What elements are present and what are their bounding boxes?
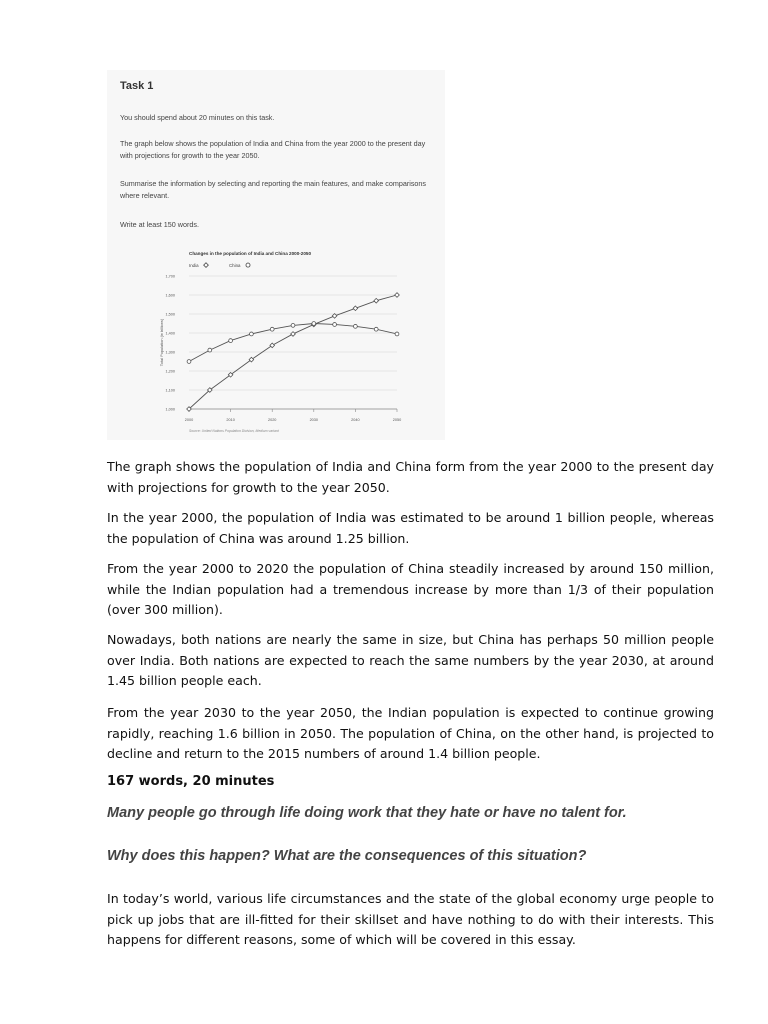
task-instruction: Write at least 150 words. (120, 220, 199, 229)
x-tick-label: 2000 (184, 418, 194, 422)
data-point-china (250, 332, 254, 336)
y-axis-label: Total Population (in billions) (159, 318, 164, 367)
x-tick-label: 2010 (226, 418, 235, 422)
legend-label-china: China (229, 263, 241, 268)
task2-paragraph: In today’s world, various life circumstances and the state of the global economy urge people to pick up jobs that are ill-fitted for their skillset and have nothing to do with their interests. This happens for different reasons, some of which will be covered in this essay. (107, 891, 714, 947)
data-point-india (353, 306, 358, 311)
y-tick-label: 1,400 (165, 331, 175, 336)
x-tick-label: 2020 (267, 418, 277, 422)
y-tick-label: 1,100 (165, 388, 175, 393)
task2-question: Why does this happen? What are the consequences of this situation? (107, 848, 587, 864)
task2-prompt: Many people go through life doing work that they hate or have no talent for. (107, 805, 627, 821)
chart-title: Changes in the population of India and China 2000-2050 (189, 251, 312, 256)
legend-marker-india (204, 263, 209, 268)
task-instruction: You should spend about 20 minutes on this task. (120, 113, 275, 122)
essay-paragraph: From the year 2000 to 2020 the population of China steadily increased by around 150 million, while the Indian population had a tremendous increase by more than 1/3 of their population (over 300 million). (107, 561, 714, 617)
essay-paragraph: Nowadays, both nations are nearly the same in size, but China has perhaps 50 million people over India. Both nations are expected to reach the same numbers by the year 2030, at around 1.45 billion people each. (107, 632, 714, 688)
y-tick-label: 1,200 (165, 369, 175, 374)
essay-paragraph: The graph shows the population of India and China form from the year 2000 to the present day with projections for growth to the year 2050. (107, 459, 714, 495)
chart-source: Source: United Nations Population Division, Medium variant (189, 429, 279, 433)
task-title: Task 1 (120, 80, 154, 92)
data-point-china (270, 327, 274, 331)
data-point-china (374, 327, 378, 331)
data-point-india (395, 293, 400, 298)
legend-label-india: India (189, 263, 199, 268)
y-tick-label: 1,000 (165, 407, 175, 412)
task-instruction: The graph below shows the population of India and China from the year 2000 to the present day with projections for growth to the year 2050. (120, 139, 426, 160)
data-point-china (354, 324, 358, 328)
data-point-china (395, 332, 399, 336)
y-tick-label: 1,700 (165, 274, 175, 279)
task-card (107, 70, 445, 440)
y-tick-label: 1,600 (165, 293, 175, 298)
data-point-china (229, 339, 233, 343)
task-instruction: Summarise the information by selecting and reporting the main features, and make comparisons where relevant. (120, 179, 427, 200)
x-tick-label: 2040 (351, 418, 360, 422)
x-tick-label: 2030 (309, 418, 319, 422)
word-count: 167 words, 20 minutes (107, 774, 275, 789)
data-point-china (312, 322, 316, 326)
legend-marker-china (246, 263, 250, 267)
population-line-chart (107, 70, 445, 440)
series-line-china (189, 324, 397, 362)
y-tick-label: 1,500 (165, 312, 175, 317)
essay-paragraph: In the year 2000, the population of India was estimated to be around 1 billion people, whereas the population of China was around 1.25 billion. (107, 510, 714, 546)
x-tick-label: 2050 (392, 418, 402, 422)
data-point-china (208, 348, 212, 352)
essay-paragraph: From the year 2030 to the year 2050, the Indian population is expected to continue growing rapidly, reaching 1.6 billion in 2050. The population of China, on the other hand, is projected to decline and return to the 2015 numbers of around 1.4 billion people. (107, 705, 714, 761)
data-point-india (374, 298, 379, 303)
data-point-china (187, 360, 191, 364)
y-tick-label: 1,300 (165, 350, 175, 355)
data-point-china (291, 324, 295, 328)
data-point-india (291, 332, 296, 337)
data-point-china (333, 323, 337, 327)
